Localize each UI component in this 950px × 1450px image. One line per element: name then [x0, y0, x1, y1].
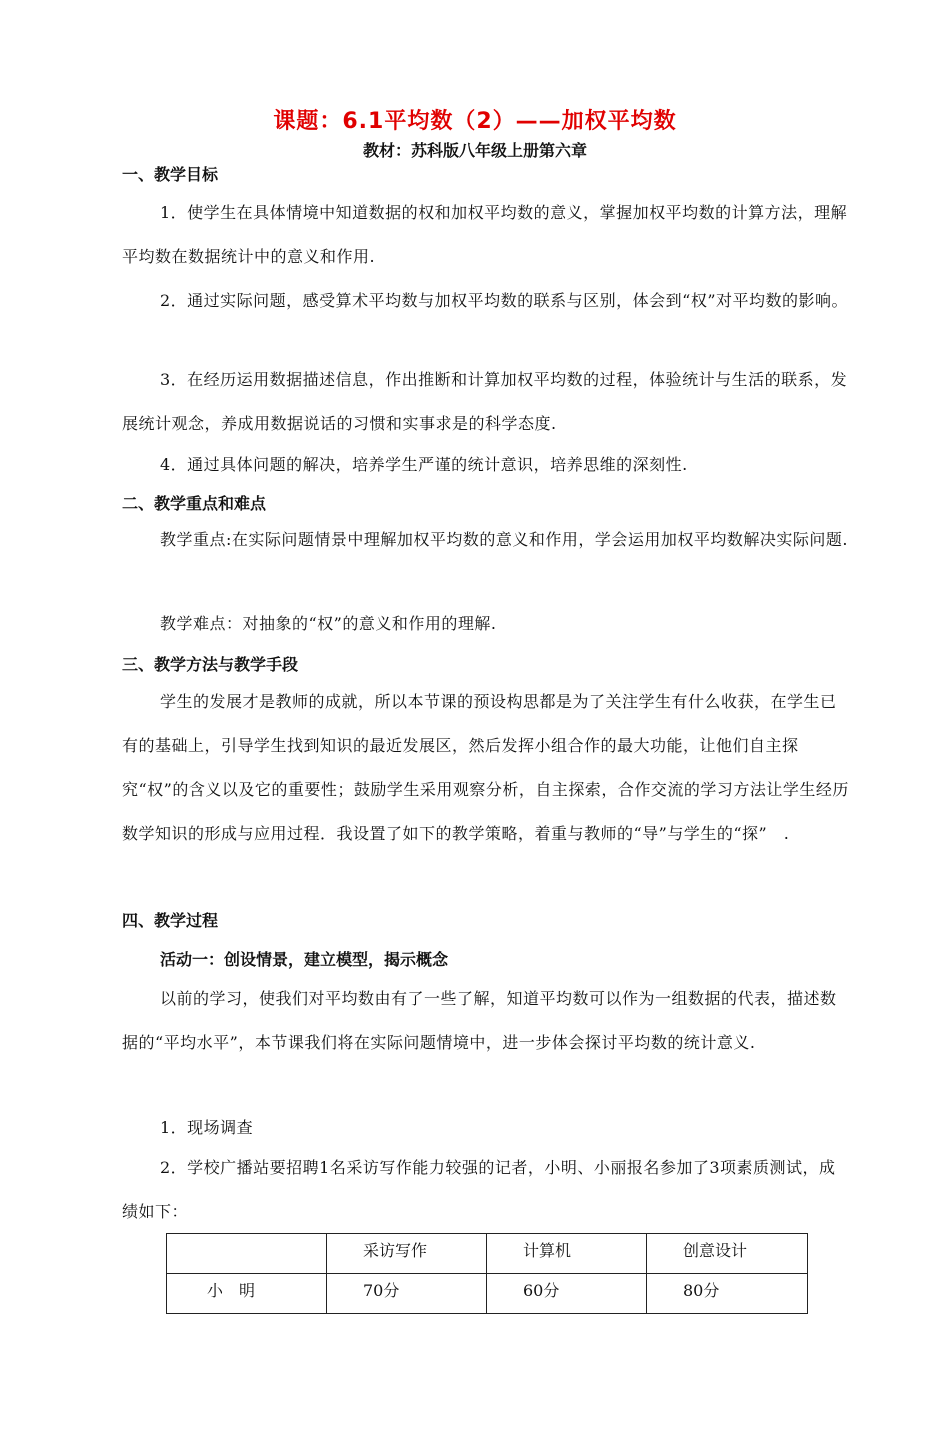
difficulty-paragraph: 教学难点：对抽象的“权”的意义和作用的理解. [160, 614, 497, 633]
goal-paragraph-1: 1．使学生在具体情境中知道数据的权和加权平均数的意义，掌握加权平均数的计算方法，理解平均数在数据统计中的意义和作用. [122, 203, 848, 266]
table-header-cell: 采访写作 [327, 1234, 487, 1274]
activity-title: 活动一：创设情景，建立模型，揭示概念 [160, 950, 449, 969]
item-2-paragraph: 2．学校广播站要招聘1名采访写作能力较强的记者，小明、小丽报名参加了3项素质测试，成绩如下： [122, 1158, 836, 1221]
activity-intro-paragraph: 以前的学习，使我们对平均数由有了一些了解，知道平均数可以作为一组数据的代表，描述数据的“平均水平”，本节课我们将在实际问题情境中，进一步体会探讨平均数的统计意义. [122, 989, 837, 1052]
page-title: 课题：6.1平均数（2）——加权平均数 [273, 109, 677, 134]
section-heading-goals: 一、教学目标 [122, 165, 219, 184]
table-row [167, 1274, 808, 1314]
item-1-paragraph: 1．现场调查 [160, 1118, 254, 1137]
score-table [166, 1233, 808, 1314]
table-header-cell: 计算机 [487, 1234, 647, 1274]
key-point-paragraph: 教学重点:在实际问题情景中理解加权平均数的意义和作用，学会运用加权平均数解决实际问题. [160, 530, 848, 549]
goal-paragraph-2: 2．通过实际问题，感受算术平均数与加权平均数的联系与区别，体会到“权”对平均数的影响。 [160, 291, 849, 310]
section-heading-key-points: 二、教学重点和难点 [122, 494, 267, 513]
table-header-cell [167, 1234, 327, 1274]
table-cell: 80分 [647, 1274, 808, 1314]
table-cell: 小 明 [167, 1274, 327, 1314]
section-heading-process: 四、教学过程 [122, 911, 219, 930]
table-header-row [167, 1234, 808, 1274]
goal-paragraph-3: 3．在经历运用数据描述信息，作出推断和计算加权平均数的过程，体验统计与生活的联系，发展统计观念，养成用数据说话的习惯和实事求是的科学态度. [122, 370, 848, 433]
page-subtitle: 教材：苏科版八年级上册第六章 [362, 141, 587, 160]
table-cell: 70分 [327, 1274, 487, 1314]
method-paragraph: 学生的发展才是教师的成就，所以本节课的预设构思都是为了关注学生有什么收获，在学生已有的基础上，引导学生找到知识的最近发展区，然后发挥小组合作的最大功能，让他们自主探究“权”的含义以及它的重要性；鼓励学生采用观察分析，自主探索，合作交流的学习方法让学生经历数学知识的形成与应用过程．我设置了如下的教学策略，着重与教师的“导”与学生的“探” . [122, 692, 849, 843]
table-header-cell: 创意设计 [647, 1234, 808, 1274]
table-cell: 60分 [487, 1274, 647, 1314]
goal-paragraph-4: 4．通过具体问题的解决，培养学生严谨的统计意识，培养思维的深刻性. [160, 455, 688, 474]
section-heading-methods: 三、教学方法与教学手段 [122, 655, 299, 674]
